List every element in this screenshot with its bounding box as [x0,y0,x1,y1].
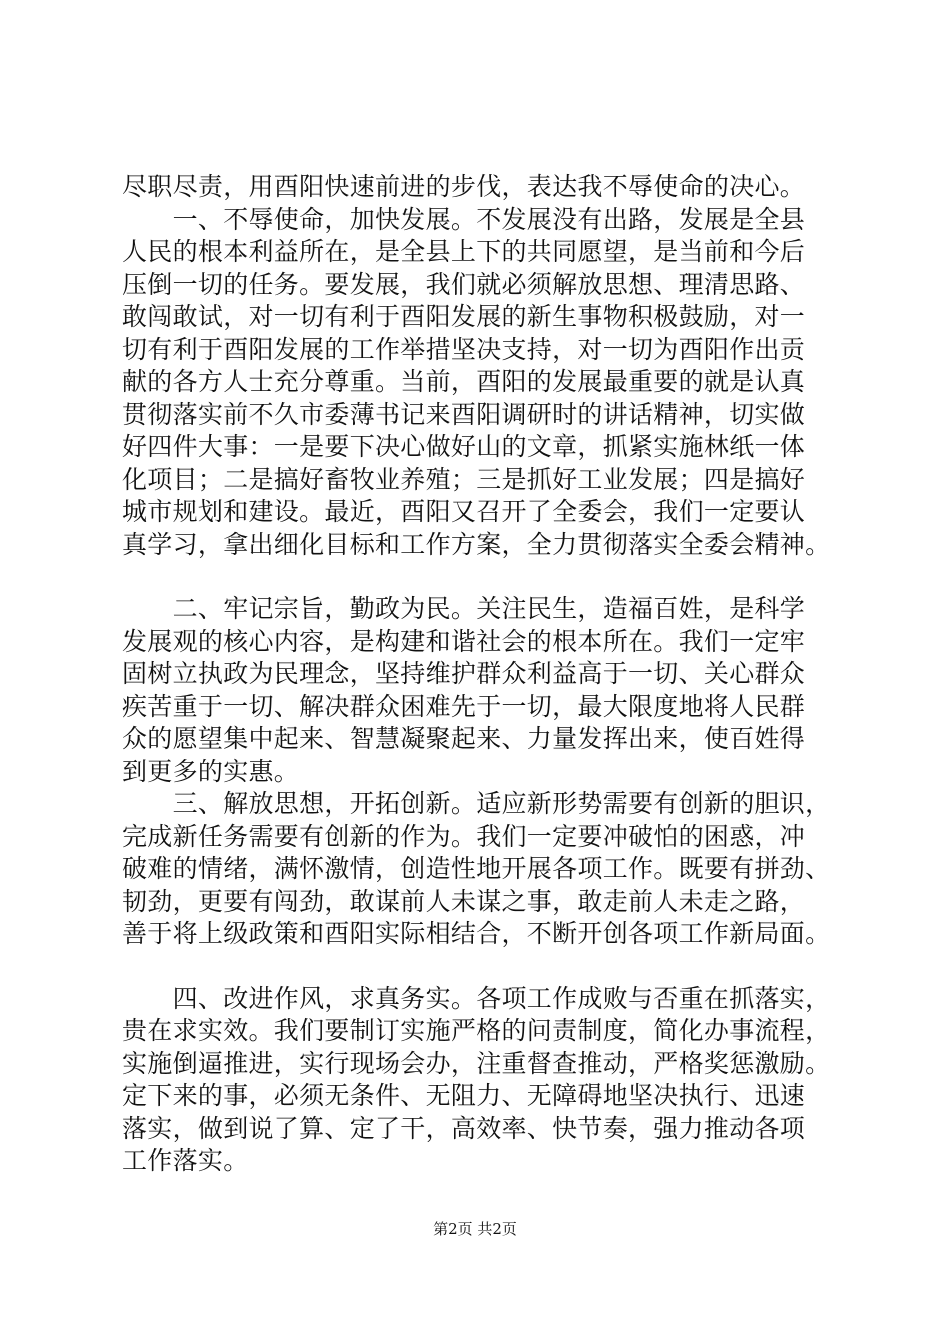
text-line: 四、改进作风，求真务实。各项工作成败与否重在抓落实， [122,983,831,1013]
text-line: 韧劲，更要有闯劲，敢谋前人未谋之事，敢走前人未走之路， [122,886,806,916]
text-line: 一、不辱使命，加快发展。不发展没有出路，发展是全县 [122,204,806,234]
text-line: 完成新任务需要有创新的作为。我们一定要冲破怕的困惑，冲 [122,821,806,851]
text-line: 三、解放思想，开拓创新。适应新形势需要有创新的胆识， [122,789,831,818]
text-line: 工作落实。 [122,1146,249,1175]
text-line: 疾苦重于一切、解决群众困难先于一切，最大限度地将人民群 [122,691,806,721]
text-line: 善于将上级政策和酉阳实际相结合，不断开创各项工作新局面。 [122,919,831,948]
text-line: 人民的根本利益所在，是全县上下的共同愿望，是当前和今后 [122,237,806,266]
text-line: 众的愿望集中起来、智慧凝聚起来、力量发挥出来，使百姓得 [122,724,806,753]
text-line: 破难的情绪，满怀激情，创造性地开展各项工作。既要有拼劲、 [122,854,831,883]
text-line: 发展观的核心内容，是构建和谐社会的根本所在。我们一定牢 [122,626,806,656]
text-line: 好四件大事：一是要下决心做好山的文章，抓紧实施林纸一体 [122,432,806,461]
text-line: 到更多的实惠。 [122,756,300,786]
text-line: 实施倒逼推进，实行现场会办，注重督查推动，严格奖惩激励。 [122,1048,831,1078]
body-text [122,171,852,1178]
text-line: 真学习，拿出细化目标和工作方案，全力贯彻落实全委会精神。 [122,529,831,559]
text-line: 切有利于酉阳发展的工作举措坚决支持，对一切为酉阳作出贡 [122,334,806,364]
page-footer: 第2页 共2页 [433,1220,517,1238]
text-line: 贯彻落实前不久市委薄书记来酉阳调研时的讲话精神，切实做 [122,399,806,429]
text-line: 敢闯敢试，对一切有利于酉阳发展的新生事物积极鼓励，对一 [122,302,806,331]
text-line: 献的各方人士充分尊重。当前，酉阳的发展最重要的就是认真 [122,367,806,396]
text-line: 定下来的事，必须无条件、无阻力、无障碍地坚决执行、迅速 [122,1081,806,1110]
text-line: 二、牢记宗旨，勤政为民。关注民生，造福百姓，是科学 [122,594,806,623]
text-line: 固树立执政为民理念，坚持维护群众利益高于一切、关心群众 [122,659,806,688]
text-line: 落实，做到说了算、定了干，高效率、快节奏，强力推动各项 [122,1113,806,1143]
paragraph-gap [122,951,852,983]
text-line: 压倒一切的任务。要发展，我们就必须解放思想、理清思路、 [122,269,806,299]
paragraph-gap [122,561,852,593]
text-line: 贵在求实效。我们要制订实施严格的问责制度，简化办事流程， [122,1016,831,1045]
text-line: 化项目；二是搞好畜牧业养殖；三是抓好工业发展；四是搞好 [122,464,806,494]
text-line: 尽职尽责，用酉阳快速前进的步伐，表达我不辱使命的决心。 [122,172,806,201]
text-line: 城市规划和建设。最近，酉阳又召开了全委会，我们一定要认 [122,497,806,526]
